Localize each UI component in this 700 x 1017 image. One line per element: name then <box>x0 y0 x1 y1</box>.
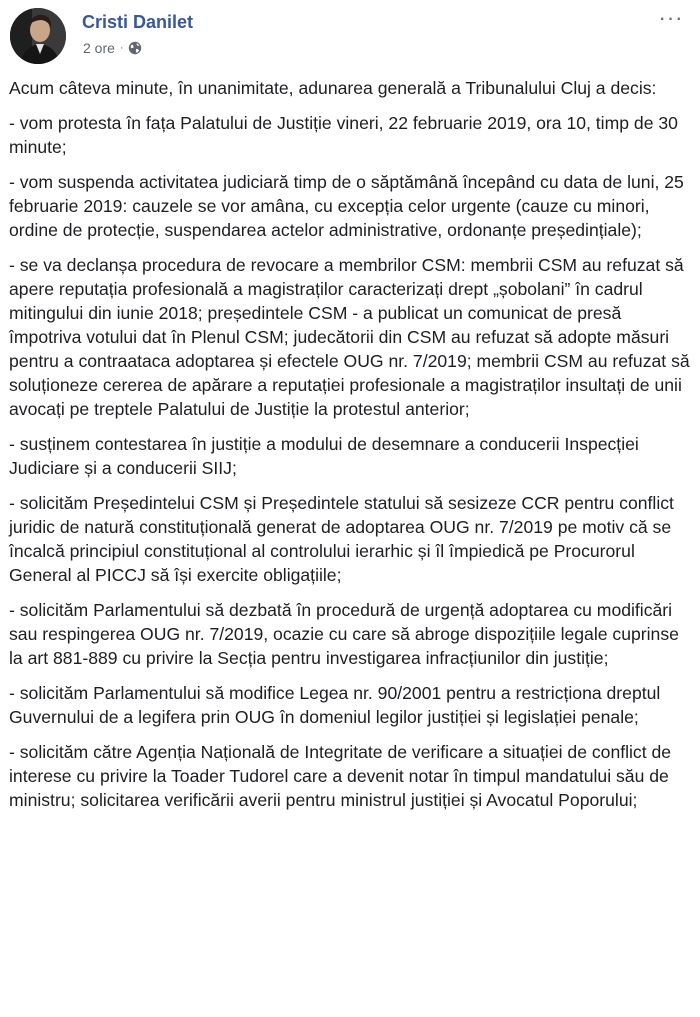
post-paragraph-ani: - solicităm către Agenția Națională de Integritate de verificare a situației de conflict de interese cu privire la Toader Tudorel care a devenit notar în timpul mandatului său de ministru; solicitarea verificării averii pentru ministrul justiției și Avocatul Poporului; <box>9 742 672 810</box>
post-paragraph-contest: - susținem contestarea în justiție a modului de desemnare a conducerii Inspecției Judiciare și a conducerii SIIJ; <box>9 434 639 478</box>
post-header <box>10 5 690 64</box>
post-meta <box>83 40 142 56</box>
post-paragraph-parliament-law: - solicităm Parlamentului să modifice Legea nr. 90/2001 pentru a restricționa dreptul Guvernului de a legifera prin OUG în domeniul legilor justiției și legislației penale; <box>9 683 661 727</box>
more-options-icon[interactable]: ··· <box>658 5 684 30</box>
post-paragraph-csm-revocation: - se va declanșa procedura de revocare a membrilor CSM: membrii CSM au refuzat să apere reputația profesională a magistraților caracterizați drept „șobolani” în cadrul mitingului din iunie 2018; președintele CSM - a publicat un comunicat de presă împotriva votului dat în Plenul CSM; judecătorii din CSM au refuzat să adopte măsuri pentru a contraataca adoptarea și efectele OUG nr. 7/2019; membrii CSM au refuzat să soluționeze cererea de apărare a reputației profesionale a magistraților insultați de unii avocați pe treptele Palatului de Justiție la protestul anterior; <box>9 255 690 419</box>
avatar[interactable] <box>10 8 66 64</box>
post-paragraph-suspension: - vom suspenda activitatea judiciară timp de o săptămână începând cu data de luni, 25 februarie 2019: cauzele se vor amâna, cu excepția celor urgente (cauze cu minori, ordine de protecție, suspendarea actelor administrative, ordonanțe președințiale); <box>9 172 684 240</box>
post-body <box>9 76 693 823</box>
meta-separator: · <box>119 42 124 54</box>
post-paragraph-ccr: - solicităm Președintelui CSM și Președintele statului să sesizeze CCR pentru conflict juridic de natură constituțională generat de adoptarea OUG nr. 7/2019 pe motiv că se încalcă principiul constituțional al controlului ierarhic și îl împiedică pe Procurorul General al PICCJ să își exercite obligațiile; <box>9 493 674 585</box>
globe-icon[interactable] <box>128 41 142 55</box>
post-paragraph-intro: Acum câteva minute, în unanimitate, adunarea generală a Tribunalului Cluj a decis: <box>9 78 657 98</box>
post-paragraph-parliament-oug: - solicităm Parlamentului să dezbată în procedură de urgență adoptarea cu modificări sau respingerea OUG nr. 7/2019, ocazie cu care să abroge dispozițiile legale cuprinse la art 881-889 cu privire la Secția pentru investigarea infracțiunilor din justiție; <box>9 600 679 668</box>
post-paragraph-protest: - vom protesta în fața Palatului de Justiție vineri, 22 februarie 2019, ora 10, timp de 30 minute; <box>9 113 678 157</box>
post-timestamp[interactable]: 2 ore <box>83 40 115 56</box>
author-name[interactable]: Cristi Danilet <box>82 12 194 32</box>
avatar-photo <box>10 8 66 64</box>
